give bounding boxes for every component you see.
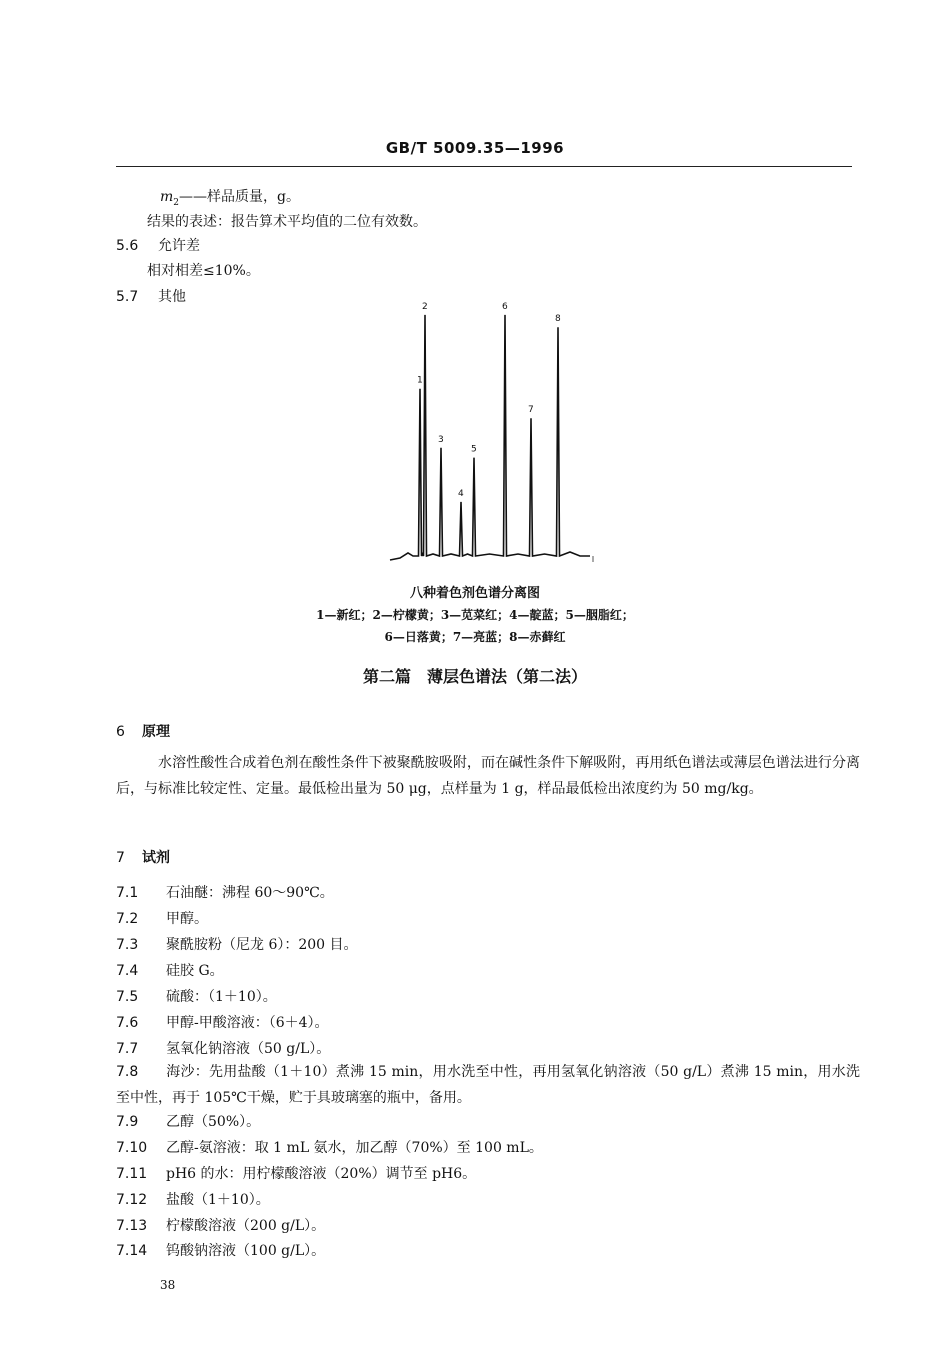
section-title: 试剂	[142, 850, 170, 866]
section-title: 其他	[158, 289, 186, 305]
section-5-7-heading	[116, 286, 186, 306]
section-7-heading	[116, 847, 170, 867]
reagent-text: 硅胶 G。	[166, 963, 224, 979]
reagent-item	[116, 986, 277, 1006]
reagent-number: 7.3	[116, 937, 139, 953]
reagent-item	[116, 1189, 270, 1209]
reagent-item	[116, 1240, 325, 1260]
reagent-number: 7.7	[116, 1041, 139, 1057]
principle-paragraph	[116, 750, 860, 802]
reagent-text: 乙醇-氨溶液：取 1 mL 氨水，加乙醇（70%）至 100 mL。	[166, 1140, 543, 1156]
figure-legend-line-1: 1—新红；2—柠檬黄；3—苋菜红；4—靛蓝；5—胭脂红；	[316, 608, 634, 622]
reagent-text: 柠檬酸溶液（200 g/L）。	[166, 1218, 326, 1234]
reagent-number: 7.12	[116, 1192, 148, 1208]
reagent-text: 聚酰胺粉（尼龙 6）：200 目。	[166, 937, 358, 953]
reagent-text: pH6 的水：用柠檬酸溶液（20%）调节至 pH6。	[166, 1166, 477, 1182]
reagent-text: 海沙：先用盐酸（1＋10）煮沸 15 min，用水洗至中性，再用氢氧化钠溶液（50 g/L）煮沸 15 min，用水洗至中性，再于 105℃干燥，贮于具玻璃塞的瓶中，备用。	[116, 1064, 860, 1106]
reagent-number: 7.13	[116, 1218, 148, 1234]
reagent-item	[116, 960, 224, 980]
peak-label: 8	[555, 314, 561, 325]
page-number: 38	[160, 1278, 176, 1292]
peak-label: 5	[471, 444, 477, 455]
peak-label: 1	[417, 375, 423, 386]
reagent-item	[116, 908, 208, 928]
reagent-item	[116, 1137, 543, 1157]
peak-label: 2	[422, 301, 428, 312]
reagent-number: 7.14	[116, 1243, 148, 1259]
part-2-title: 第二篇 薄层色谱法（第二法）	[362, 667, 587, 686]
reagent-item	[116, 934, 358, 954]
reagent-item	[116, 1111, 260, 1131]
peak-label: 7	[528, 405, 534, 416]
figure-title: 八种着色剂色谱分离图	[409, 586, 540, 601]
section-number: 6	[116, 724, 125, 740]
reagent-item	[116, 1163, 476, 1183]
section-number: 5.7	[116, 289, 139, 305]
reagent-text: 甲醇。	[166, 911, 208, 927]
standard-code: GB/T 5009.35—1996	[385, 139, 565, 157]
reagent-number: 7.9	[116, 1114, 139, 1130]
reagent-number: 7.1	[116, 885, 139, 901]
m2-symbol: m	[160, 189, 174, 205]
reagent-number: 7.2	[116, 911, 139, 927]
reagent-item	[116, 1038, 330, 1058]
reagent-text: 氢氧化钠溶液（50 g/L）。	[166, 1041, 331, 1057]
reagent-number: 7.4	[116, 963, 139, 979]
reagent-item	[116, 1215, 325, 1235]
reagent-text: 钨酸钠溶液（100 g/L）。	[166, 1243, 326, 1259]
section-number: 7	[116, 850, 125, 866]
section-6-heading	[116, 721, 170, 741]
section-number: 5.6	[116, 238, 139, 254]
chromatogram-figure	[380, 298, 610, 570]
reagent-number: 7.11	[116, 1166, 148, 1182]
reagent-text: 石油醚：沸程 60～90℃。	[166, 885, 334, 901]
reagent-number: 7.6	[116, 1015, 139, 1031]
reagent-number: 7.10	[116, 1140, 148, 1156]
reagent-number: 7.5	[116, 989, 139, 1005]
m2-subscript: 2	[173, 197, 180, 208]
result-expression: 结果的表述：报告算术平均值的二位有效数。	[147, 214, 427, 230]
reagent-text: 硫酸：（1＋10）。	[166, 989, 277, 1005]
reagent-item	[116, 1012, 329, 1032]
figure-legend-line-2: 6—日落黄；7—亮蓝；8—赤藓红	[384, 630, 566, 644]
m2-definition	[160, 186, 300, 208]
reagent-text: 甲醇-甲酸溶液：（6＋4）。	[166, 1015, 329, 1031]
reagent-item	[116, 882, 334, 902]
m2-text: ——样品质量，g。	[179, 189, 300, 205]
header-rule	[116, 166, 852, 167]
reagent-number: 7.8	[116, 1064, 139, 1080]
chromatogram-trace	[390, 315, 590, 560]
tolerance-text: 相对相差≤10%。	[147, 263, 260, 279]
section-5-6-heading	[116, 235, 200, 255]
peak-label: 3	[438, 434, 444, 445]
reagent-text: 盐酸（1＋10）。	[166, 1192, 270, 1208]
section-title: 原理	[142, 724, 170, 740]
section-title: 允许差	[158, 238, 200, 254]
reagent-item	[116, 1059, 860, 1111]
reagent-text: 乙醇（50%）。	[166, 1114, 261, 1130]
peak-label: 4	[458, 488, 464, 499]
principle-text: 水溶性酸性合成着色剂在酸性条件下被聚酰胺吸附，而在碱性条件下解吸附，再用纸色谱法或薄层色谱法进行分离后，与标准比较定性、定量。最低检出量为 50 μg，点样量为 1 g，样品最低检出浓度约为 50 mg/kg。	[116, 755, 860, 797]
peak-label: 6	[502, 301, 508, 312]
